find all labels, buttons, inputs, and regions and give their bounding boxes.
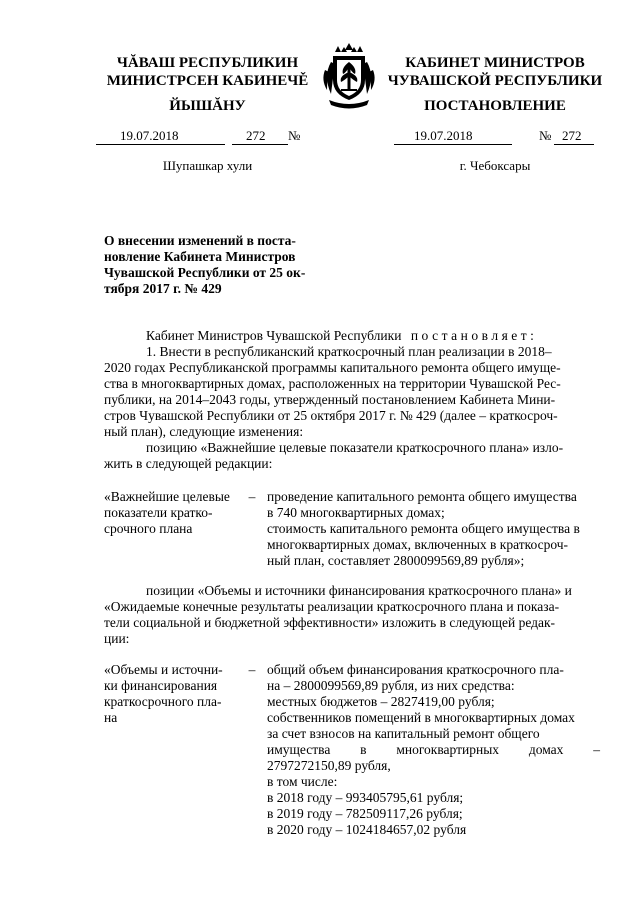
right-number: 272	[562, 128, 582, 143]
paragraph-line: жить в следующей редакции:	[104, 456, 273, 471]
position-2-paragraph	[104, 583, 600, 647]
header-right-block	[380, 54, 610, 90]
table2-left-cell	[104, 662, 240, 726]
paragraph-line: публики, на 2014–2043 годы, утвержденный постановлением Кабинета Мини-	[104, 392, 556, 407]
header-left-block	[100, 54, 315, 90]
table1-right-cell	[267, 489, 600, 569]
table-right-line: в 2020 году – 1024184657,02 рубля	[267, 822, 467, 837]
paragraph-line: 2020 годах Республиканской программы капитального ремонта общего имуще-	[104, 360, 561, 375]
table-right-line: на – 2800099569,89 рубля, из них средства:	[267, 678, 515, 693]
table-right-line: местных бюджетов – 2827419,00 рубля;	[267, 694, 495, 709]
paragraph-line: ции:	[104, 631, 130, 646]
table-right-line: общий объем финансирования краткосрочного пла-	[267, 662, 564, 677]
item-1-paragraph	[104, 344, 600, 440]
table-left-line: срочного плана	[104, 521, 193, 536]
table-right-line: 2797272150,89 рубля,	[267, 758, 391, 773]
paragraph-line: тели социальной и бюджетной эффективности» изложить в следующей редак-	[104, 615, 556, 630]
title-line: О внесении изменений в поста-	[104, 233, 296, 248]
left-number: 272	[246, 128, 266, 143]
table-right-line: стоимость капитального ремонта общего имущества в	[267, 521, 580, 536]
document-title	[104, 233, 312, 297]
preamble-decision: постановляет:	[410, 328, 538, 343]
paragraph-line: ства в многоквартирных домах, расположенных на территории Чувашской Рес-	[104, 376, 561, 391]
title-line: тября 2017 г. № 429	[104, 281, 222, 296]
table-right-line: собственников помещений в многоквартирных домах	[267, 710, 575, 725]
place-right: г. Чебоксары	[459, 158, 531, 173]
title-line: Чувашской Республики от 25 ок-	[104, 265, 306, 280]
registration-left	[96, 128, 316, 146]
paragraph-line: стров Чувашской Республики от 25 октября 2017 г. № 429 (далее – краткосроч-	[104, 408, 558, 423]
table1-left-cell	[104, 489, 240, 537]
header-left-line1: ЧĂВАШ РЕСПУБЛИКИН	[116, 55, 299, 71]
table-right-line: проведение капитального ремонта общего имущества	[267, 489, 577, 504]
place-left: Шупашкар хули	[162, 158, 253, 173]
paragraph-line: ный план), следующие изменения:	[104, 424, 304, 439]
paragraph-line: позицию «Важнейшие целевые показатели краткосрочного плана» изло-	[146, 440, 564, 455]
table-right-line: многоквартирных домах, включенных в краткосроч-	[267, 537, 569, 552]
doc-type-right: ПОСТАНОВЛЕНИЕ	[424, 98, 566, 114]
table-left-line: показатели кратко-	[104, 505, 213, 520]
paragraph-line: 1. Внести в республиканский краткосрочный план реализации в 2018–	[146, 344, 552, 359]
paragraph-line: «Ожидаемые конечные результаты реализации краткосрочного плана и показа-	[104, 599, 560, 614]
left-number-sign: №	[288, 128, 301, 143]
preamble-text: Кабинет Министров Чувашской Республики	[146, 328, 402, 343]
table-right-line: в 2018 году – 993405795,61 рубля;	[267, 790, 464, 805]
table-left-line: «Важнейшие целевые	[104, 489, 230, 504]
table-right-line: за счет взносов на капитальный ремонт общего	[267, 726, 540, 741]
chuvash-emblem-icon	[315, 42, 383, 110]
header-right-line2: ЧУВАШСКОЙ РЕСПУБЛИКИ	[387, 73, 603, 89]
header-right-line1: КАБИНЕТ МИНИСТРОВ	[405, 55, 585, 71]
right-date: 19.07.2018	[414, 128, 473, 143]
table-left-line: краткосрочного пла-	[104, 694, 222, 709]
table-right-line: в том числе:	[267, 774, 338, 789]
table2-dash: –	[248, 662, 256, 677]
table1-dash: –	[248, 489, 256, 504]
doc-type-left: ЙЫШĂНУ	[169, 98, 246, 114]
table-left-line: на	[104, 710, 118, 725]
table-right-line: в 2019 году – 782509117,26 рубля;	[267, 806, 463, 821]
table-right-line: имущества в многоквартирных домах –	[267, 742, 600, 757]
table-right-line: ный план, составляет 2800099569,89 рубля»;	[267, 553, 525, 568]
registration-right	[394, 128, 604, 146]
table-right-line: в 740 многоквартирных домах;	[267, 505, 445, 520]
position-1-paragraph	[104, 440, 600, 472]
right-number-sign: №	[539, 128, 552, 143]
paragraph-line: позиции «Объемы и источники финансирования краткосрочного плана» и	[146, 583, 572, 598]
header-left-line2: МИНИСТРСЕН КАБИНЕЧĚ	[106, 73, 309, 89]
title-line: новление Кабинета Министров	[104, 249, 296, 264]
table2-right-cell	[267, 662, 600, 838]
table-left-line: «Объемы и источни-	[104, 662, 223, 677]
preamble	[146, 328, 600, 344]
table-left-line: ки финансирования	[104, 678, 218, 693]
left-date: 19.07.2018	[120, 128, 179, 143]
